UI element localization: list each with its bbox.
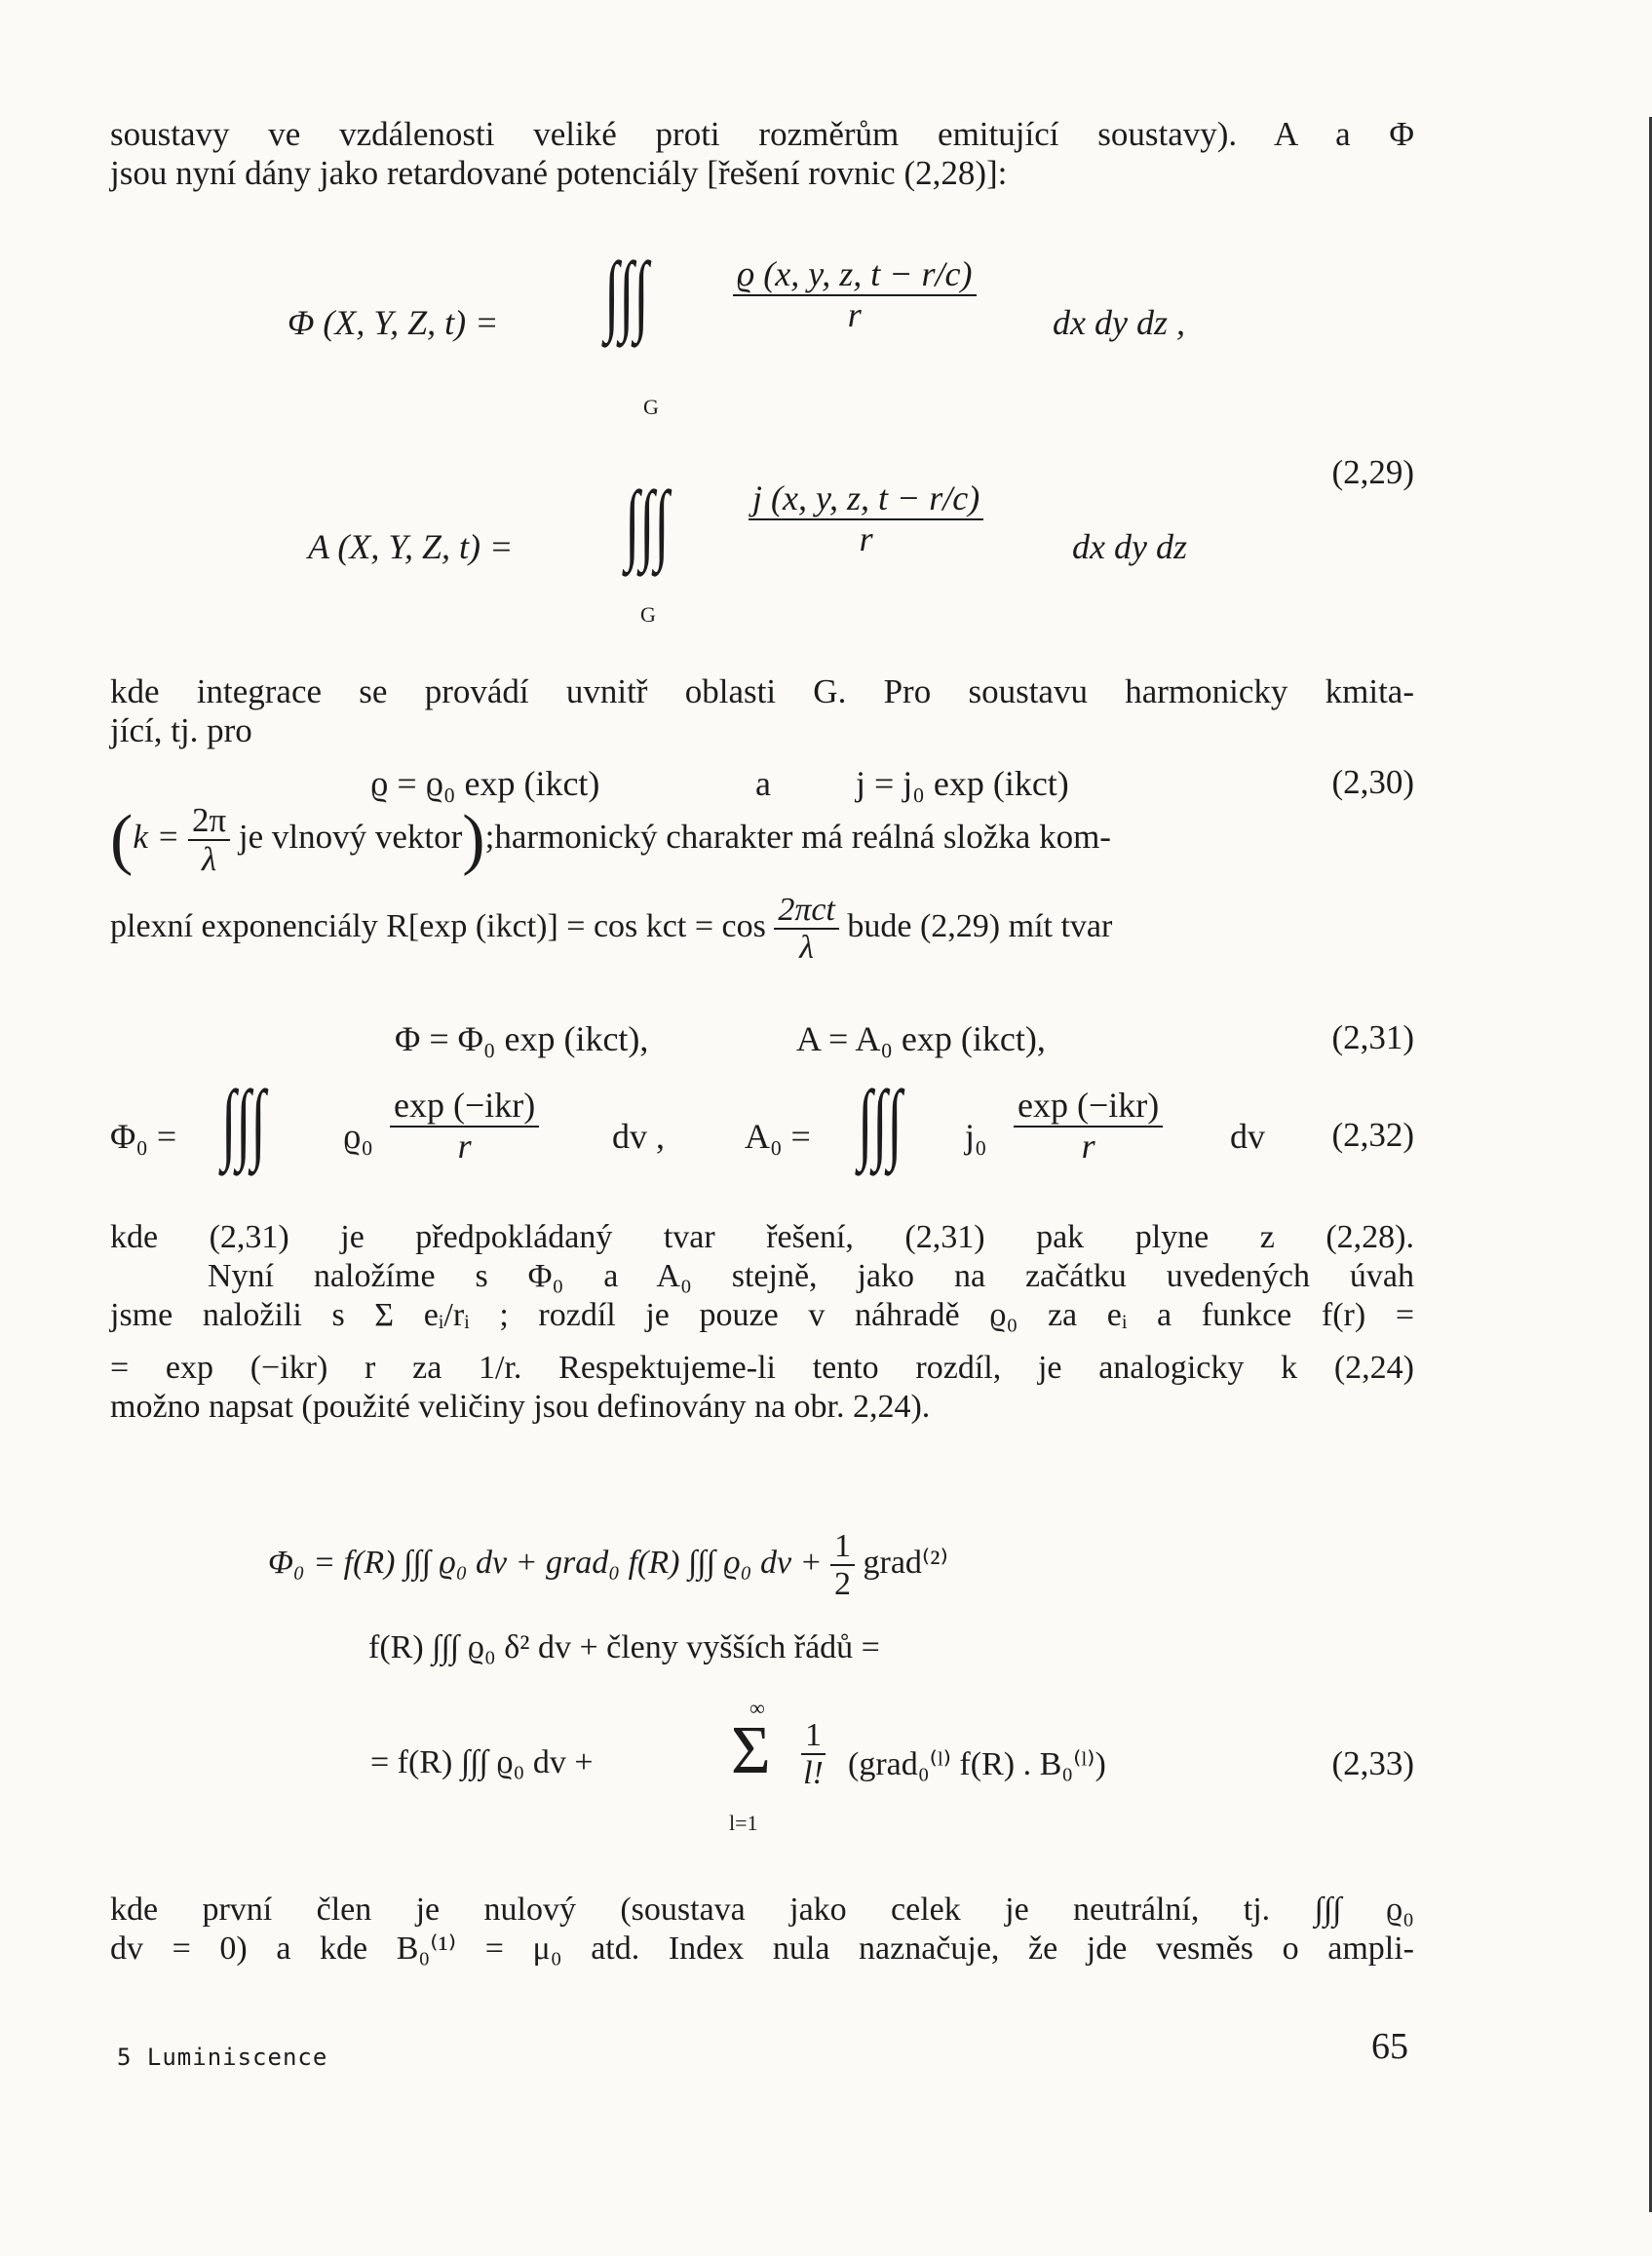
exponential-line — [110, 892, 1112, 967]
neutral-paragraph — [110, 1891, 1414, 1969]
solution-line-5: možno napsat (použité veličiny jsou definovány na obr. 2,24). — [110, 1389, 931, 1425]
eq233-grad2: grad⁽²⁾ — [863, 1545, 948, 1582]
exponential-text-start: plexní exponenciály R[exp (ikct)] = cos kct = cos — [110, 908, 766, 945]
intro-paragraph — [110, 115, 1414, 193]
equation-2-32-phi-lhs: Φ₀ = — [110, 1117, 177, 1156]
equation-number-2-29: (2,29) — [1331, 453, 1414, 491]
triple-integral-a: ∫∫∫ — [625, 473, 670, 572]
equation-2-31-right: A = A₀ exp (ikct), — [796, 1019, 1046, 1058]
equation-2-32-rho: ϱ₀ — [343, 1117, 373, 1156]
phi-denominator: r — [847, 294, 862, 334]
eq233-frac-numerator: 1 — [801, 1717, 826, 1755]
triple-integral-phi: ∫∫∫ — [604, 244, 649, 343]
solution-line-2: Nyní naložíme s Φ₀ a A₀ stejně, jako na začátku uvedených úvah — [208, 1258, 1414, 1294]
equation-2-32-j: j₀ — [965, 1117, 987, 1156]
eq232-a-denominator: r — [1081, 1126, 1095, 1166]
equation-2-32-a-lhs: A₀ = — [745, 1117, 811, 1156]
harmonic-text: ;harmonický charakter má reálná složka kom- — [484, 818, 1111, 857]
sum-upper-limit: ∞ — [749, 1696, 765, 1720]
page-number: 65 — [1371, 2026, 1408, 2067]
sum-lower-limit: l=1 — [729, 1811, 758, 1835]
phi-numerator: ϱ (x, y, z, t − r/c) — [733, 255, 977, 296]
eq233-half-numerator: 1 — [830, 1528, 855, 1566]
solution-line-4: = exp (−ikr) r za 1/r. Respektujeme-li tento rozdíl, je analogicky k (2,24) — [110, 1350, 1414, 1386]
cos-numerator: 2πct — [774, 892, 839, 930]
equation-number-2-32: (2,32) — [1331, 1116, 1414, 1154]
equation-2-30-left: ϱ = ϱ₀ exp (ikct) — [370, 764, 600, 803]
equation-2-33-line-1: Φ₀ = f(R) ∫∫∫ ϱ₀ dv + grad₀ f(R) ∫∫∫ ϱ₀ dv + $\frac{1}{2}$ grad⁽²⁾ — [268, 1528, 948, 1603]
solution-paragraph — [110, 1218, 1414, 1427]
equation-2-33-line-2: f(R) ∫∫∫ ϱ₀ δ² dv + členy vyšších řádů = — [368, 1629, 880, 1665]
equation-2-32-a-fraction — [1014, 1087, 1163, 1166]
chapter-footer: 5 Luminiscence — [117, 2044, 328, 2071]
neutral-line-1: kde první člen je nulový (soustava jako celek je neutrální, tj. ∫∫∫ ϱ₀ — [110, 1892, 1414, 1928]
sum-symbol: Σ — [731, 1713, 771, 1788]
eq233-half-denominator: 2 — [834, 1566, 852, 1603]
a-numerator: j (x, y, z, t − r/c) — [749, 479, 983, 520]
integration-line-2: jící, tj. pro — [110, 711, 252, 749]
integral-region-phi: G — [643, 395, 659, 419]
equation-number-2-30: (2,30) — [1331, 763, 1414, 801]
equation-number-2-33: (2,33) — [1331, 1744, 1414, 1782]
k-def-text: je vlnový vektor — [238, 818, 463, 857]
triple-integral-2-32-a: ∫∫∫ — [858, 1072, 903, 1171]
eq232-phi-numerator: exp (−ikr) — [390, 1087, 539, 1128]
intro-line-2: jsou nyní dány jako retardované potenciály [řešení rovnic (2,28)]: — [110, 154, 1008, 192]
integration-paragraph — [110, 672, 1414, 750]
equation-2-30-right: j = j₀ exp (ikct) — [856, 764, 1069, 803]
k-denominator: λ — [201, 840, 217, 878]
equation-2-33-line-3-end: (grad₀⁽ˡ⁾ f(R) . B₀⁽ˡ⁾) — [848, 1746, 1106, 1782]
equation-phi-tail: dx dy dz , — [1053, 303, 1185, 342]
equation-a-tail: dx dy dz — [1072, 527, 1187, 566]
equation-a-fraction — [749, 479, 983, 558]
integral-region-a: G — [640, 602, 656, 627]
k-def-lhs: k = — [133, 818, 180, 857]
integration-line-1: kde integrace se provádí uvnitř oblasti G. Pro soustavu harmonicky kmita- — [110, 672, 1414, 710]
eq232-a-numerator: exp (−ikr) — [1014, 1087, 1163, 1128]
triple-integral-2-32-phi: ∫∫∫ — [221, 1072, 266, 1171]
intro-line-1: soustavy ve vzdálenosti veliké proti rozměrům emitující soustavy). A a Φ — [110, 115, 1414, 153]
k-numerator: 2π — [188, 802, 230, 842]
exponential-text-end: bude (2,29) mít tvar — [847, 908, 1113, 945]
equation-phi-lhs: Φ (X, Y, Z, t) = — [288, 303, 499, 342]
equation-a-lhs: A (X, Y, Z, t) = — [308, 527, 514, 566]
equation-2-33-line-3-start: = f(R) ∫∫∫ ϱ₀ dv + — [370, 1744, 594, 1780]
solution-line-1: kde (2,31) je předpokládaný tvar řešení, (2,31) pak plyne z (2,28). — [110, 1219, 1414, 1255]
neutral-line-2: dv = 0) a kde B₀⁽¹⁾ = μ₀ atd. Index nula naznačuje, že jde vesměs o ampli- — [110, 1931, 1414, 1967]
equation-2-32-phi-fraction — [390, 1087, 539, 1166]
k-definition-line: (k = $\frac{2\pi}{\lambda}$ je vlnový vektor);harmonický charakter má reálná složka kom- — [110, 800, 1111, 878]
cos-denominator: λ — [799, 930, 814, 967]
equation-2-31-left: Φ = Φ₀ exp (ikct), — [395, 1019, 649, 1058]
equation-2-30-and: a — [755, 764, 771, 803]
equation-number-2-31: (2,31) — [1331, 1018, 1414, 1056]
equation-phi-fraction — [733, 255, 977, 334]
solution-line-3: jsme naložili s Σ eᵢ/rᵢ ; rozdíl je pouze v náhradě ϱ₀ za eᵢ a funkce f(r) = — [110, 1297, 1414, 1333]
eq232-phi-denominator: r — [457, 1126, 472, 1166]
a-denominator: r — [859, 518, 873, 558]
equation-2-32-dv: dv , — [612, 1117, 665, 1156]
eq233-frac-denominator: l! — [803, 1755, 824, 1792]
equation-2-32-dv2: dv — [1230, 1117, 1265, 1156]
eq233-factorial-fraction — [801, 1717, 826, 1792]
